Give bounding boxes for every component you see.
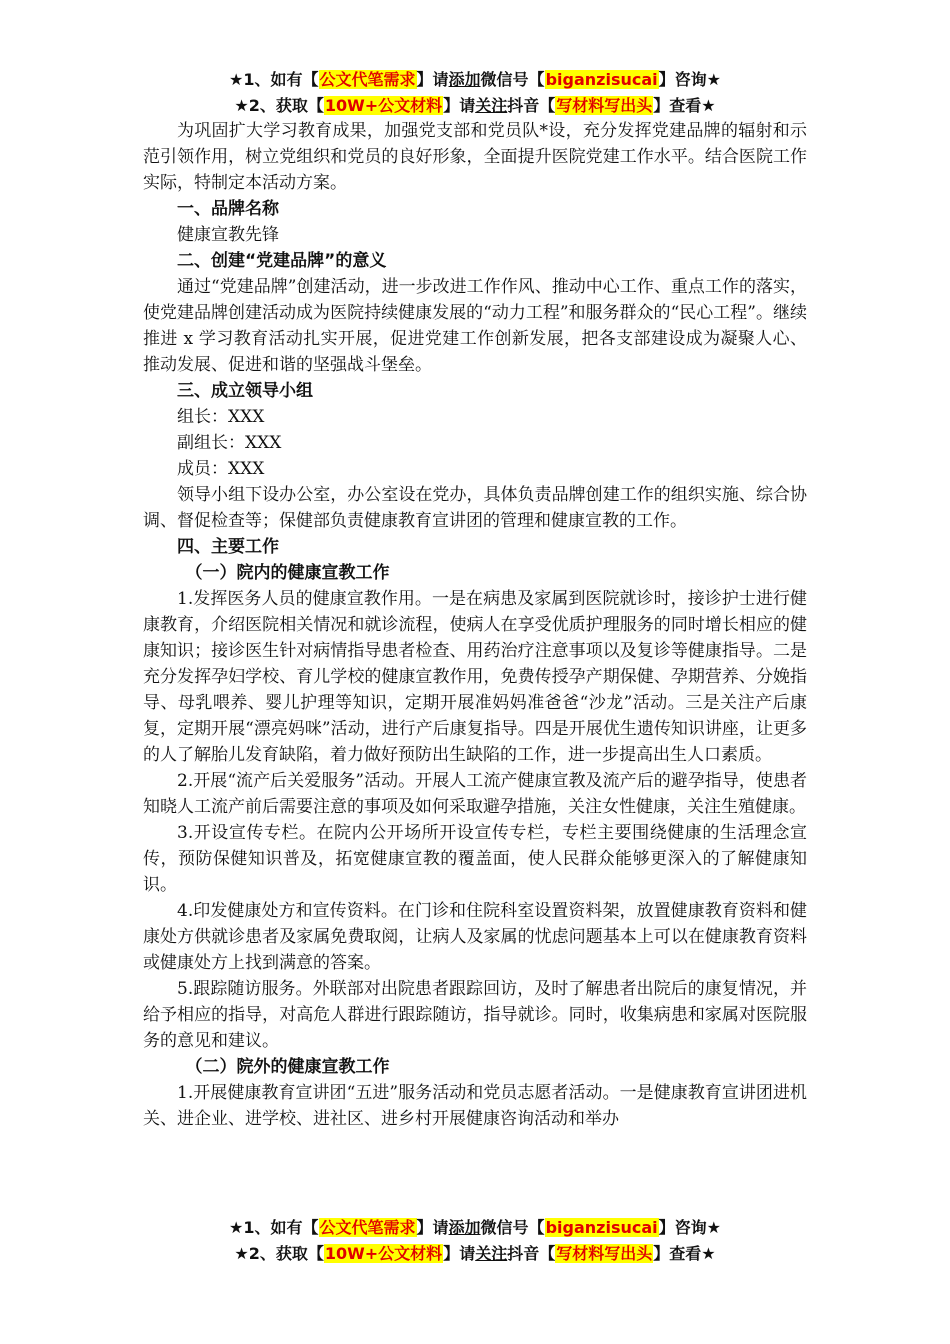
banner-underline: 添加 [448,70,481,89]
star-icon: ★ [234,1244,249,1263]
leader-line: 组长：XXX [177,407,265,427]
star-icon: ★ [229,70,244,89]
banner-highlight: 写材料写出头 [556,1244,653,1263]
banner-text: 】请 [416,70,449,89]
banner-highlight: 10W+公文材料 [324,96,443,115]
heading-outside-hospital: （二）院外的健康宣教工作 [185,1057,390,1077]
heading-brand: 一、品牌名称 [177,199,279,219]
banner-underline: 添加 [448,1218,481,1237]
banner-text: 2、获取【 [248,1244,324,1263]
banner-text: 】查看★ [653,96,716,115]
banner-text: 2、获取【 [248,96,324,115]
header-banner [0,67,950,119]
heading-main-work: 四、主要工作 [177,537,279,557]
banner-text: 1、如有【 [243,70,319,89]
banner-line-2 [0,93,950,119]
banner-highlight: 公文代笔需求 [319,1218,416,1237]
star-icon: ★ [229,1218,244,1237]
inside-item-5: 5.跟踪随访服务。外联部对出院患者跟踪回访，及时了解患者出院后的康复情况，并给予相应的指导，对高危人群进行跟踪随访，指导就诊。同时，收集病患和家属对医院服务的意见和建议。 [143,979,807,1051]
banner-text: 】请 [443,96,476,115]
banner-text: 】请 [443,1244,476,1263]
footer-banner [0,1215,950,1267]
document-body [143,118,807,1132]
deputy-line: 副组长：XXX [177,433,282,453]
banner-text: 】查看★ [653,1244,716,1263]
banner-text: 抖音【 [507,1244,556,1263]
banner-underline: 关注 [475,96,508,115]
banner-highlight: 10W+公文材料 [324,1244,443,1263]
banner-text: 抖音【 [507,96,556,115]
banner-highlight: 写材料写出头 [556,96,653,115]
members-line: 成员：XXX [177,459,265,479]
inside-item-1: 1.发挥医务人员的健康宣教作用。一是在病患及家属到医院就诊时，接诊护士进行健康教育，介绍医院相关情况和就诊流程，使病人在享受优质护理服务的同时增长相应的健康知识；接诊医生针对病情指导患者检查、用药治疗注意事项以及复诊等健康指导。二是充分发挥孕妇学校、育儿学校的健康宣教作用，免费传授孕产期保健、孕期营养、分娩指导、母乳喂养、婴儿护理等知识，定期开展准妈妈准爸爸“沙龙”活动。三是关注产后康复，定期开展“漂亮妈咪”活动，进行产后康复指导。四是开展优生遗传知识讲座，让更多的人了解胎儿发育缺陷，着力做好预防出生缺陷的工作，进一步提高出生人口素质。 [143,589,807,765]
inside-item-4: 4.印发健康处方和宣传资料。在门诊和住院科室设置资料架，放置健康教育资料和健康处方供就诊患者及家属免费取阅，让病人及家属的忧虑问题基本上可以在健康教育资料或健康处方上找到满意的答案。 [143,901,807,973]
banner-text: 微信号【 [480,1218,545,1237]
star-icon: ★ [234,96,249,115]
banner-text: 1、如有【 [243,1218,319,1237]
heading-meaning: 二、创建“党建品牌”的意义 [177,251,387,271]
brand-name: 健康宣教先锋 [177,225,279,245]
inside-item-2: 2.开展“流产后关爱服务”活动。开展人工流产健康宣教及流产后的避孕指导，使患者知晓人工流产前后需要注意的事项及如何采取避孕措施，关注女性健康，关注生殖健康。 [143,771,807,817]
heading-inside-hospital: （一）院内的健康宣教工作 [185,563,390,583]
banner-highlight: biganzisucai [545,1218,658,1237]
banner-text: 】请 [416,1218,449,1237]
banner-line-1 [0,1215,950,1241]
inside-item-3: 3.开设宣传专栏。在院内公开场所开设宣传专栏，专栏主要围绕健康的生活理念宣传，预防保健知识普及，拓宽健康宣教的覆盖面，使人民群众能够更深入的了解健康知识。 [143,823,807,895]
banner-highlight: 公文代笔需求 [319,70,416,89]
banner-text: 】咨询★ [658,1218,721,1237]
outside-item-1: 1.开展健康教育宣讲团“五进”服务活动和党员志愿者活动。一是健康教育宣讲团进机关、进企业、进学校、进社区、进乡村开展健康咨询活动和举办 [143,1083,807,1129]
meaning-paragraph: 通过“党建品牌”创建活动，进一步改进工作作风、推动中心工作、重点工作的落实，使党建品牌创建活动成为医院持续健康发展的“动力工程”和服务群众的“民心工程”。继续推进 x 学习教育活动扎实开展，促进党建工作创新发展，把各支部建设成为凝聚人心、推动发展、促进和谐的坚强战斗堡垒。 [143,277,807,375]
intro-paragraph: 为巩固扩大学习教育成果，加强党支部和党员队*设，充分发挥党建品牌的辐射和示范引领作用，树立党组织和党员的良好形象，全面提升医院党建工作水平。结合医院工作实际，特制定本活动方案。 [143,121,807,193]
heading-leader-group: 三、成立领导小组 [177,381,313,401]
banner-highlight: biganzisucai [545,70,658,89]
banner-text: 】咨询★ [658,70,721,89]
office-paragraph: 领导小组下设办公室，办公室设在党办，具体负责品牌创建工作的组织实施、综合协调、督促检查等；保健部负责健康教育宣讲团的管理和健康宣教的工作。 [143,485,807,531]
banner-text: 微信号【 [480,70,545,89]
banner-underline: 关注 [475,1244,508,1263]
banner-line-1 [0,67,950,93]
banner-line-2 [0,1241,950,1267]
